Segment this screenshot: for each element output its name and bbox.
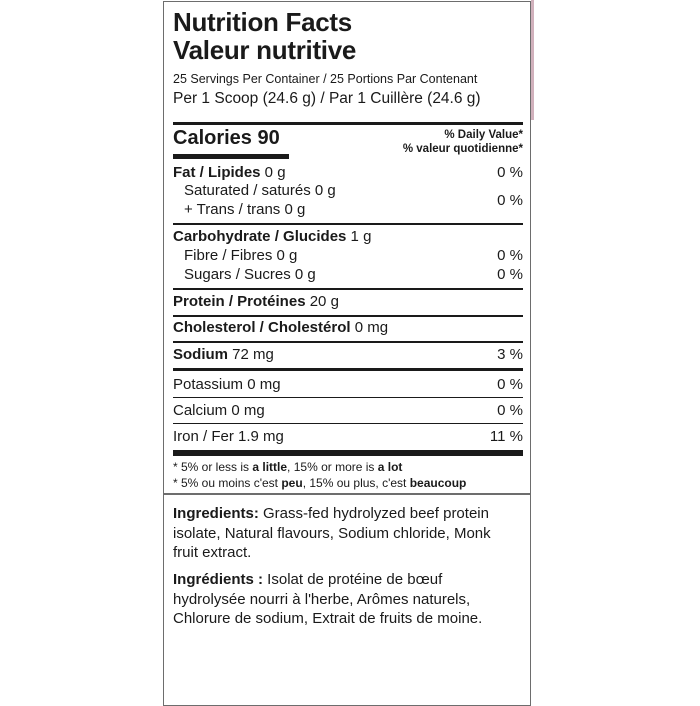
- nutrient-row: [173, 164, 523, 181]
- rule: [173, 368, 523, 371]
- nutrition-facts-label: [163, 1, 531, 706]
- nutrient-name: Calcium 0 mg: [173, 402, 265, 419]
- nutrient-row: [173, 192, 523, 218]
- calories-bar: [173, 154, 289, 159]
- nutrient-name: Saturated / saturés 0 g: [184, 182, 336, 199]
- nutrient-row: [173, 182, 523, 199]
- title-en: Nutrition Facts: [173, 7, 352, 37]
- nutrient-row: [173, 319, 523, 336]
- rule: [173, 122, 523, 125]
- nutrient-name: Sugars / Sucres 0 g: [184, 266, 316, 283]
- nutrient-name: Protein / Protéines 20 g: [173, 293, 339, 310]
- nutrient-percent: 0 %: [497, 192, 523, 209]
- nutrient-name: Potassium 0 mg: [173, 376, 281, 393]
- nutrient-row: [173, 293, 523, 310]
- nutrient-name: Fibre / Fibres 0 g: [184, 247, 298, 264]
- rule: [173, 341, 523, 343]
- nutrient-percent: 0 %: [497, 164, 523, 181]
- dv-fr: % valeur quotidienne*: [402, 143, 523, 155]
- footnote-en: * 5% or less is a little, 15% or more is a lot: [173, 460, 403, 474]
- nutrient-percent: 0 %: [497, 247, 523, 264]
- rule: [173, 397, 523, 398]
- nutrient-row: [173, 228, 523, 245]
- nutrient-row: [173, 266, 523, 283]
- nutrient-percent: 3 %: [497, 346, 523, 363]
- nutrient-name: Sodium 72 mg: [173, 346, 274, 363]
- nutrient-row: [173, 346, 523, 363]
- nutrient-percent: 11 %: [489, 428, 523, 445]
- rule: [173, 288, 523, 290]
- nutrient-name: + Trans / trans 0 g: [184, 201, 306, 218]
- nutrient-name: Iron / Fer 1.9 mg: [173, 428, 284, 445]
- servings-per-container: 25 Servings Per Container / 25 Portions Par Contenant: [173, 72, 478, 86]
- nutrient-name: Carbohydrate / Glucides 1 g: [173, 228, 372, 245]
- title-fr: Valeur nutritive: [173, 35, 357, 65]
- ingredients-fr: Ingrédients : Isolat de protéine de bœuf hydrolysée nourri à l'herbe, Arômes naturels, Chlorure de sodium, Extrait de fruits de moine.: [173, 571, 483, 627]
- rule: [173, 423, 523, 424]
- nutrient-name: Fat / Lipides 0 g: [173, 164, 286, 181]
- nutrient-row: [173, 402, 523, 419]
- nutrient-percent: 0 %: [497, 402, 523, 419]
- footnote-fr: * 5% ou moins c'est peu, 15% ou plus, c'est beaucoup: [173, 476, 467, 490]
- background-accent: [531, 0, 534, 120]
- nutrient-row: [173, 247, 523, 264]
- serving-size: Per 1 Scoop (24.6 g) / Par 1 Cuillère (24.6 g): [173, 90, 481, 107]
- section-divider: [164, 493, 530, 495]
- nutrient-name: Cholesterol / Cholestérol 0 mg: [173, 319, 389, 336]
- nutrient-percent: 0 %: [497, 266, 523, 283]
- nutrient-percent: 0 %: [497, 376, 523, 393]
- ingredients-en: Ingredients: Grass-fed hydrolyzed beef protein isolate, Natural flavours, Sodium chloride, Monk fruit extract.: [173, 505, 491, 561]
- thick-rule: [173, 450, 523, 456]
- nutrient-row: [173, 428, 523, 445]
- rule: [173, 223, 523, 225]
- rule: [173, 315, 523, 317]
- nutrient-row: [173, 376, 523, 393]
- calories: Calories 90: [173, 127, 280, 149]
- dv-en: % Daily Value*: [444, 129, 523, 141]
